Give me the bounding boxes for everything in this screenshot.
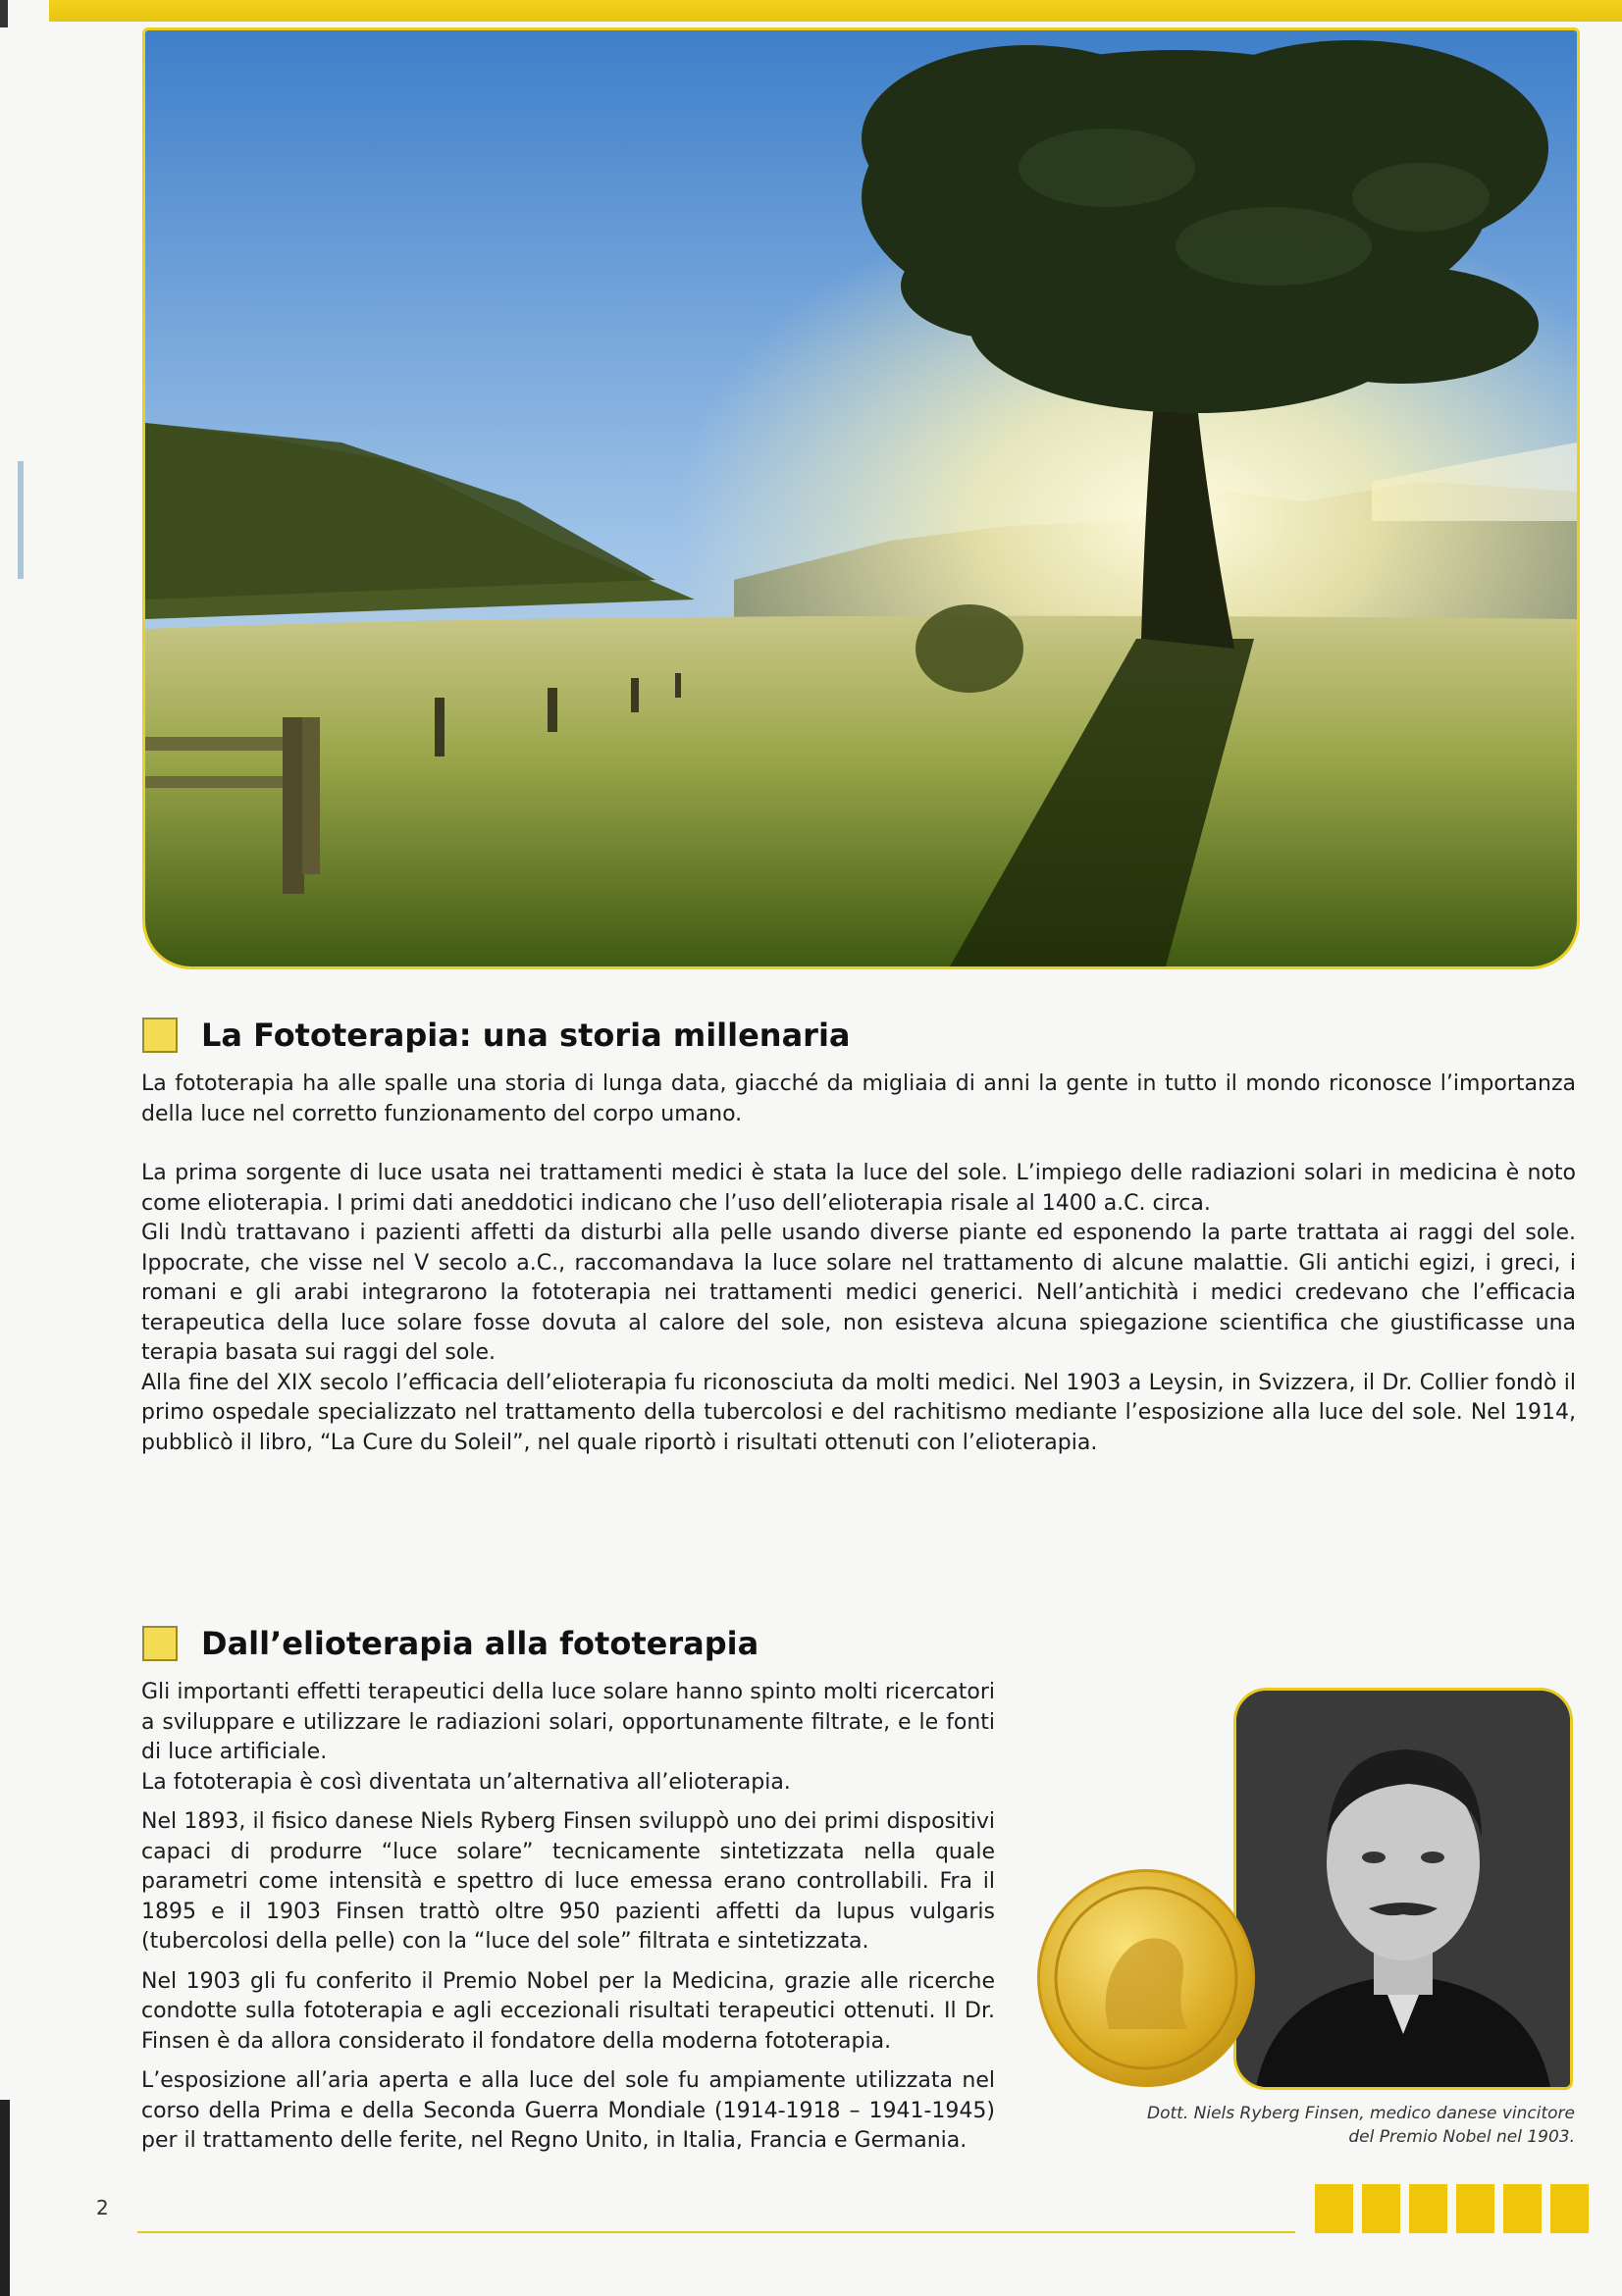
footer-block [1550,2184,1589,2233]
left-edge-mark [0,0,8,27]
left-edge-strip [18,461,24,579]
footer-block [1456,2184,1494,2233]
paragraph: Gli Indù trattavano i pazienti affetti da disturbi alla pelle usando diverse piante ed esponendo la parte trattata ai raggi del sole. Ippocrate, che visse nel V secolo a.C., raccomandava la luce solare nel trattamento di alcune malattie. Gli antichi egizi, i greci, i romani e gli arabi integrarono la fototerapia nei trattamenti medici generici. Nell’antichità i medici credevano che l’efficacia terapeutica della luce solare fosse dovuta al calore del sole, non esisteva alcuna spiegazione scientifica che giustificasse una terapia basata sui raggi del sole. [141,1221,1576,1365]
paragraph: Gli importanti effetti terapeutici della luce solare hanno spinto molti ricercatori a sviluppare e utilizzare le radiazioni solari, opportunamente filtrate, e le fonti di luce artificiale. [141,1680,995,1764]
landscape-photo [142,27,1580,969]
paragraph: Nel 1893, il fisico danese Niels Ryberg Finsen sviluppò uno dei primi dispositivi capaci di produrre “luce solare” tecnicamente sintetizzata nella quale parametri come intensità e spettro di luce emessa erano controllabili. Fra il 1895 e il 1903 Finsen trattò oltre 950 pazienti affetti da lupus vulgaris (tubercolosi della pelle) con la “luce del sole” filtrata e sintetizzata. [141,1809,995,1954]
caption-line: Dott. Niels Ryberg Finsen, medico danese vincitore [1147,2104,1575,2123]
top-yellow-bar [49,0,1622,22]
yellow-square-bullet [142,1626,178,1661]
section-title: La Fototerapia: una storia millenaria [201,1017,851,1054]
footer-block [1409,2184,1447,2233]
paragraph: Nel 1903 gli fu conferito il Premio Nobel per la Medicina, grazie alle ricerche condotte sulla fototerapia e agli eccezionali risultati terapeutici ottenuti. Il Dr. Finsen è da allora considerato il fondatore della moderna fototerapia. [141,1968,995,2054]
paragraph: La fototerapia è così diventata un’alternativa all’elioterapia. [141,1769,791,1795]
section-2-body [141,1678,995,2157]
page-number: 2 [96,2196,109,2219]
paragraph: L’esposizione all’aria aperta e alla luce del sole fu ampiamente utilizzata nel corso della Prima e della Seconda Guerra Mondiale (1914-1918 – 1941-1945) per il trattamento delle ferite, nel Regno Unito, in Italia, Francia e Germania. [141,2068,995,2153]
paragraph: La prima sorgente di luce usata nei trattamenti medici è stata la luce del sole. L’impiego delle radiazioni solari in medicina è noto come elioterapia. I primi dati aneddotici indicano che l’uso dell’elioterapia risale al 1400 a.C. circa. [141,1161,1576,1216]
finsen-portrait [1233,1688,1573,2090]
footer-line [137,2231,1295,2233]
left-edge-dark [0,2100,10,2296]
nobel-medal-image [1037,1869,1255,2087]
paragraph: La fototerapia ha alle spalle una storia di lunga data, giacché da migliaia di anni la gente in tutto il mondo riconosce l’importanza della luce nel corretto funzionamento del corpo umano. [141,1071,1576,1126]
yellow-square-bullet [142,1018,178,1053]
section-title: Dall’elioterapia alla fototerapia [201,1625,759,1662]
caption-line: del Premio Nobel nel 1903. [1348,2127,1575,2147]
section-1-body [141,1070,1576,1458]
section-heading-fototerapia [142,1017,851,1054]
section-heading-elioterapia [142,1625,759,1662]
footer-block [1315,2184,1353,2233]
footer-block [1503,2184,1542,2233]
photo-caption [1128,2102,1575,2149]
footer-blocks [1315,2184,1589,2233]
paragraph: Alla fine del XIX secolo l’efficacia dell’elioterapia fu riconosciuta da molti medici. Nel 1903 a Leysin, in Svizzera, il Dr. Collier fondò il primo ospedale specializzato nel trattamento della tubercolosi e del rachitismo mediante l’esposizione alla luce del sole. Nel 1914, pubblicò il libro, “La Cure du Soleil”, nel quale riportò i risultati ottenuti con l’elioterapia. [141,1370,1576,1455]
footer-block [1362,2184,1400,2233]
